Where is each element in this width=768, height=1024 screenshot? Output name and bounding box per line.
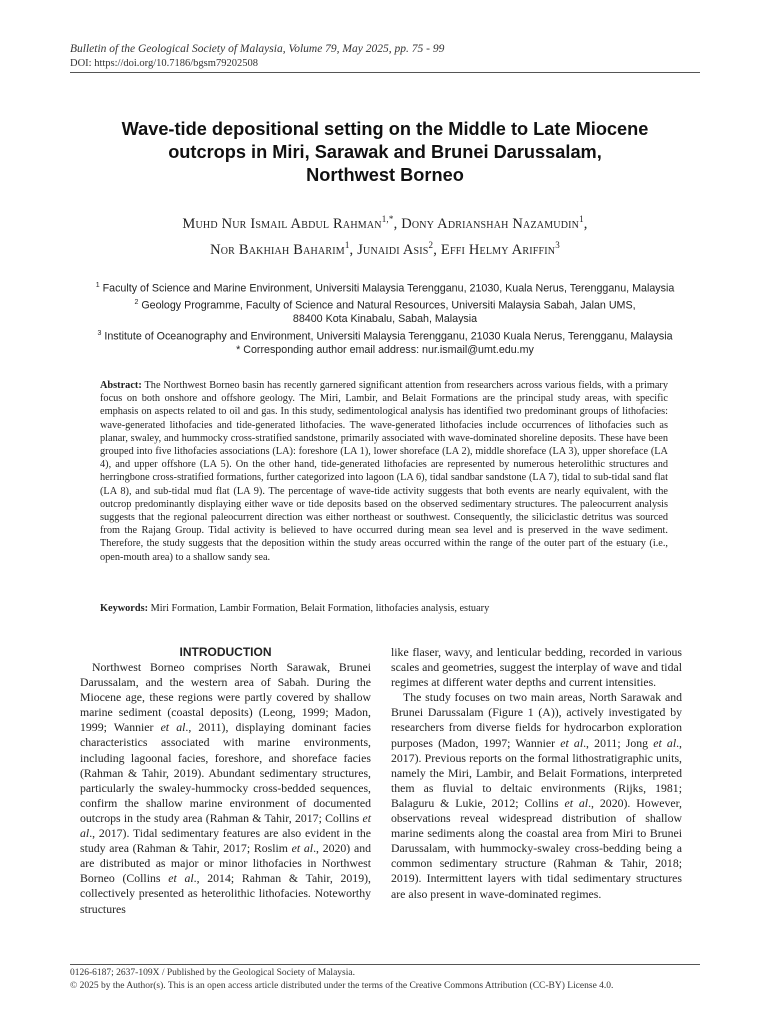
affiliations bbox=[70, 279, 700, 357]
text-run-italic: et al bbox=[168, 871, 194, 886]
paper-title bbox=[70, 118, 700, 187]
paragraph bbox=[391, 690, 682, 901]
affiliation-sup: 3 bbox=[97, 329, 102, 337]
affiliation-2-cont: 88400 Kota Kinabalu, Sabah, Malaysia bbox=[292, 313, 478, 326]
author-affil-sup: 2 bbox=[428, 239, 434, 250]
keywords bbox=[100, 602, 668, 615]
license-notice: © 2025 by the Author(s). This is an open access article distributed under the terms of the Creative Commons Attribution (CC-BY) License 4.0. bbox=[70, 981, 614, 991]
text-run: ., 2020) and are distributed as major or minor lithofacies in Northwest Borneo (Collins bbox=[80, 841, 371, 886]
author-affil-sup: 1,* bbox=[381, 214, 394, 224]
abstract-label: Abstract: bbox=[100, 380, 142, 391]
keywords-text: Miri Formation, Lambir Formation, Belait Formation, lithofacies analysis, estuary bbox=[150, 603, 490, 614]
header-rule bbox=[70, 72, 700, 73]
text-run: ., 2020). However, observations reveal widespread distribution of shallow marine sediments along the coastal area from Miri to Brunei Darussalam, with hummocky-swaley cross-bedding being a common sedimentary structure (Rahman & Tahir, 2018; 2019). Intermittent layers with tidal sedimentary structures are also present in wave-dominated regimes. bbox=[391, 795, 683, 901]
paragraph bbox=[80, 660, 371, 917]
abstract bbox=[100, 379, 668, 564]
right-column bbox=[391, 645, 682, 902]
affiliation-text: Institute of Oceanography and Environment, Universiti Malaysia Terengganu, 21030 Kuala Nerus, Terengganu, Malaysia bbox=[104, 330, 673, 343]
text-run-italic: et al bbox=[160, 720, 186, 735]
author-name: Dony Adrianshah Nazamudin bbox=[401, 215, 580, 232]
title-line-2: outcrops in Miri, Sarawak and Brunei Darussalam, bbox=[168, 142, 602, 162]
author-line-1: Muhd Nur Ismail Abdul Rahman$^{1,*}$, Dony Adrianshah Nazamudin$^1$, bbox=[182, 214, 588, 232]
text-run-italic: et al bbox=[560, 735, 584, 750]
journal-citation: Bulletin of the Geological Society of Malaysia, Volume 79, May 2025, pp. 75 - 99 bbox=[70, 43, 445, 55]
affiliation-text: Geology Programme, Faculty of Science and Natural Resources, Universiti Malaysia Sabah, Jalan UMS, bbox=[141, 299, 636, 312]
author-name: Junaidi Asis bbox=[357, 241, 429, 258]
affiliation-sup: 2 bbox=[134, 299, 139, 307]
author-affil-sup: 3 bbox=[555, 239, 560, 250]
section-heading: INTRODUCTION bbox=[179, 645, 272, 659]
text-run: ., 2011), displaying dominant facies characteristics associated with marine environments, including lagoonal facies, foreshore, and shoreface facies (Rahman & Tahir, 2019). Abundant sedimentary structures, particularly the swaley-hummocky cross-bedded sequences, confirm the shallow marine environment of documented outcrops in the study area (Rahman & Tahir, 2017; Collins bbox=[80, 720, 371, 825]
corresponding-author[interactable]: * Corresponding author email address: nur.ismail@umt.edu.my bbox=[236, 343, 534, 356]
paragraph: like flaser, wavy, and lenticular bedding, recorded in various scales and geometries, suggest the interplay of wave and tidal regimes at different water depths and current intensities. bbox=[391, 645, 682, 690]
author-affil-sup: 1 bbox=[579, 214, 584, 224]
text-run: ., 2014; Rahman & Tahir, 2019), collectively presented as heterolithic lithofacies. Noteworthy structures bbox=[80, 871, 371, 916]
affiliation-sup: 1 bbox=[95, 282, 100, 289]
abstract-text: The Northwest Borneo basin has recently garnered significant attention from researchers across various fields, with a primary focus on both onshore and offshore geology. The Miri, Lambir, and Belait Formations are the principal study areas, with specific emphasis on aspects related to oil and gas. In this study, sedimentological analysis has identified two predominant groups of lithofacies: wave-generated lithofacies and tide-generated lithofacies. The wave-generated lithofacies include occurrences of lithofacies such as planar, swaley, and hummocky cross-stratified sandstone, primarily associated with wave-dominated shoreline deposits. These have been grouped into five lithofacies associations (LA): foreshore (LA 1), lower shoreface (LA 2), middle shoreface (LA 3), upper shoreface (LA 4), and upper offshore (LA 5). On the other hand, tide-generated lithofacies are represented by numerous heterolithic structures and herringbone cross-stratified formations, further categorized into lagoon (LA 6), tidal sandbar sandstone (LA 7), tidal to sub-tidal sand flat (LA 8), and sub-tidal mud flat (LA 9). The percentage of wave-tide activity suggests that both events are nearly equivalent, with the outcrop predominantly displaying either wave or tide deposits based on the observed sedimentary structures. The paleocurrent analysis suggests that the regional paleocurrent direction was either northeast or southwest. Consequently, the siliciclastic detritus was sourced from the Rajang Group. Tidal activity is believed to have occurred during mean sea level and is preserved in the wave sediment. Therefore, the study suggests that the deposition within the study areas occurred within the range of the outer part of the estuary (i.e., open-mouth area) to a shallow sandy sea. bbox=[100, 380, 668, 563]
affiliation-text: Faculty of Science and Marine Environment, Universiti Malaysia Terengganu, 21030, Kuala Nerus, Terengganu, Malaysia bbox=[102, 282, 675, 295]
text-run-italic: et al bbox=[564, 795, 589, 810]
issn-publisher: 0126-6187; 2637-109X / Published by the Geological Society of Malaysia. bbox=[70, 968, 355, 978]
keywords-label: Keywords: bbox=[100, 603, 149, 614]
author-affil-sup: 1 bbox=[344, 239, 350, 250]
text-run-italic: et al bbox=[80, 810, 371, 841]
title-line-1: Wave-tide depositional setting on the Middle to Late Miocene bbox=[121, 119, 649, 139]
affiliation-1 bbox=[70, 279, 700, 296]
author-name: Nor Bakhiah Baharim bbox=[210, 241, 345, 258]
affiliation-2 bbox=[70, 296, 700, 313]
text-run: ., 2017). Previous reports on the formal lithostratigraphic units, namely the Miri, Lambir, and Belait Formations, interpreted them as fluvial to deltaic environments (Rijks, 1981; Balaguru & Lukie, 2012; Collins bbox=[391, 735, 683, 810]
text-run-italic: et al bbox=[291, 841, 314, 856]
author-line-2: Nor Bakhiah Baharim$^1$, Junaidi Asis$^2$, Effi Helmy Ariffin$^3$ bbox=[210, 239, 560, 258]
text-run-italic: et al bbox=[653, 735, 677, 750]
text-run: The study focuses on two main areas, North Sarawak and Brunei Darussalam (Figure 1 (A)), actively investigated by researchers from diverse fields for hydrocarbon exploration purposes (Madon, 1997; Wannier bbox=[391, 690, 682, 750]
text-run: ., 2011; Jong bbox=[583, 735, 654, 750]
text-run: ., 2017). Tidal sedimentary features are also evident in the study area (Rahman & Tahir, 2017; Roslim bbox=[80, 826, 371, 856]
author-name: Muhd Nur Ismail Abdul Rahman bbox=[182, 215, 382, 232]
left-column bbox=[80, 645, 371, 917]
author-name: Effi Helmy Ariffin bbox=[440, 241, 556, 258]
author-list bbox=[70, 209, 700, 261]
doi-link[interactable]: DOI: https://doi.org/10.7186/bgsm79202508 bbox=[70, 58, 258, 69]
title-line-3: Northwest Borneo bbox=[306, 165, 464, 185]
text-run: Northwest Borneo comprises North Sarawak, Brunei Darussalam, and the western area of Sabah. During the Miocene age, these regions were partly covered by shallow marine sediment (coastal deposits) (Leong, 1999; Madon, 1999; Wannier bbox=[80, 660, 371, 735]
footer-rule bbox=[70, 964, 700, 965]
affiliation-3 bbox=[70, 327, 700, 344]
